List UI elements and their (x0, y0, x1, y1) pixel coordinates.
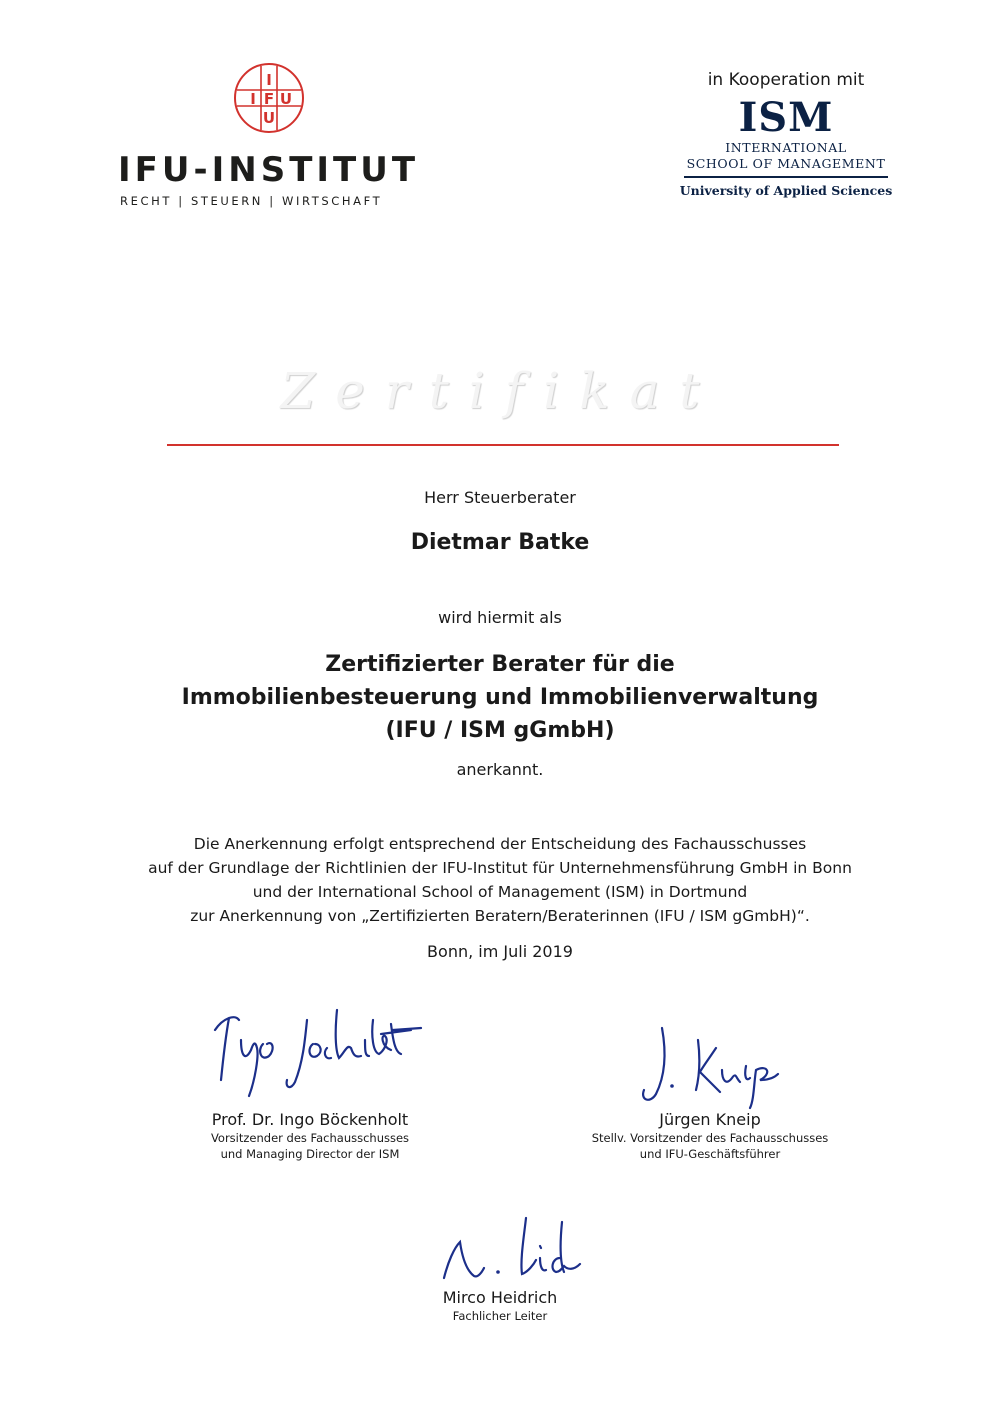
signatory-role: und IFU-Geschäftsführer (639, 1147, 781, 1161)
recognized-text: anerkannt. (456, 760, 544, 779)
body-line: auf der Grundlage der Richtlinien der IFU-Institut für Unternehmensführung GmbH in Bonn (148, 859, 852, 877)
certificate-title: Zertifikat (280, 362, 720, 420)
title-divider (167, 444, 839, 446)
ism-fullname-line1: INTERNATIONAL (725, 140, 847, 155)
ism-fullname-line2: SCHOOL OF MANAGEMENT (686, 156, 886, 171)
ifu-tagline: RECHT | STEUERN | WIRTSCHAFT (120, 194, 383, 208)
signature-block-kneip (560, 1020, 860, 1162)
qualification-line: Immobilienbesteuerung und Immobilienverwaltung (181, 685, 819, 710)
ism-abbreviation: ISM (738, 94, 834, 141)
signatory-role: Stellv. Vorsitzender des Fachausschusses (591, 1131, 829, 1145)
body-line: und der International School of Management (ISM) in Dortmund (252, 883, 748, 901)
signatory-role: und Managing Director der ISM (220, 1147, 400, 1161)
qualification-line: Zertifizierter Berater für die (325, 652, 675, 677)
handwritten-signature-icon (410, 1212, 590, 1288)
signatory-role: Vorsitzender des Fachausschusses (210, 1131, 410, 1145)
signatory-role: Fachlicher Leiter (452, 1309, 548, 1323)
body-line: Die Anerkennung erfolgt entsprechend der Entscheidung des Fachausschusses (193, 835, 807, 853)
cooperation-label: in Kooperation mit (707, 70, 865, 90)
signatory-name: Mirco Heidrich (442, 1288, 558, 1307)
emblem-letter-top: I (266, 71, 272, 89)
qualification-line: (IFU / ISM gGmbH) (385, 718, 615, 743)
signatory-name: Prof. Dr. Ingo Böckenholt (211, 1110, 409, 1129)
recipient-name: Dietmar Batke (410, 530, 590, 555)
emblem-letter-left: I (250, 90, 256, 108)
ism-divider (684, 176, 888, 178)
handwritten-signature-icon (195, 1000, 425, 1110)
emblem-letter-bottom: U (262, 109, 276, 127)
body-line: zur Anerkennung von „Zertifizierten Beratern/Beraterinnen (IFU / ISM gGmbH)“. (190, 907, 810, 925)
ism-university-label: University of Applied Sciences (679, 182, 893, 198)
ifu-name: IFU-INSTITUT (118, 150, 420, 190)
ifu-emblem-icon (233, 62, 305, 134)
body-paragraph (0, 832, 1000, 928)
signatory-name: Jürgen Kneip (659, 1110, 761, 1129)
qualification-title (0, 648, 1000, 747)
salutation: Herr Steuerberater (424, 488, 576, 507)
ism-logo (668, 70, 904, 198)
signature-block-heidrich (350, 1212, 650, 1324)
handwritten-signature-icon (610, 1020, 810, 1110)
place-date: Bonn, im Juli 2019 (427, 942, 573, 961)
emblem-letter-right: U (279, 90, 293, 108)
intro-text: wird hiermit als (438, 608, 562, 627)
ifu-logo (118, 62, 428, 212)
emblem-letter-center: F (263, 90, 275, 108)
signature-block-boeckenholt (160, 1000, 460, 1162)
